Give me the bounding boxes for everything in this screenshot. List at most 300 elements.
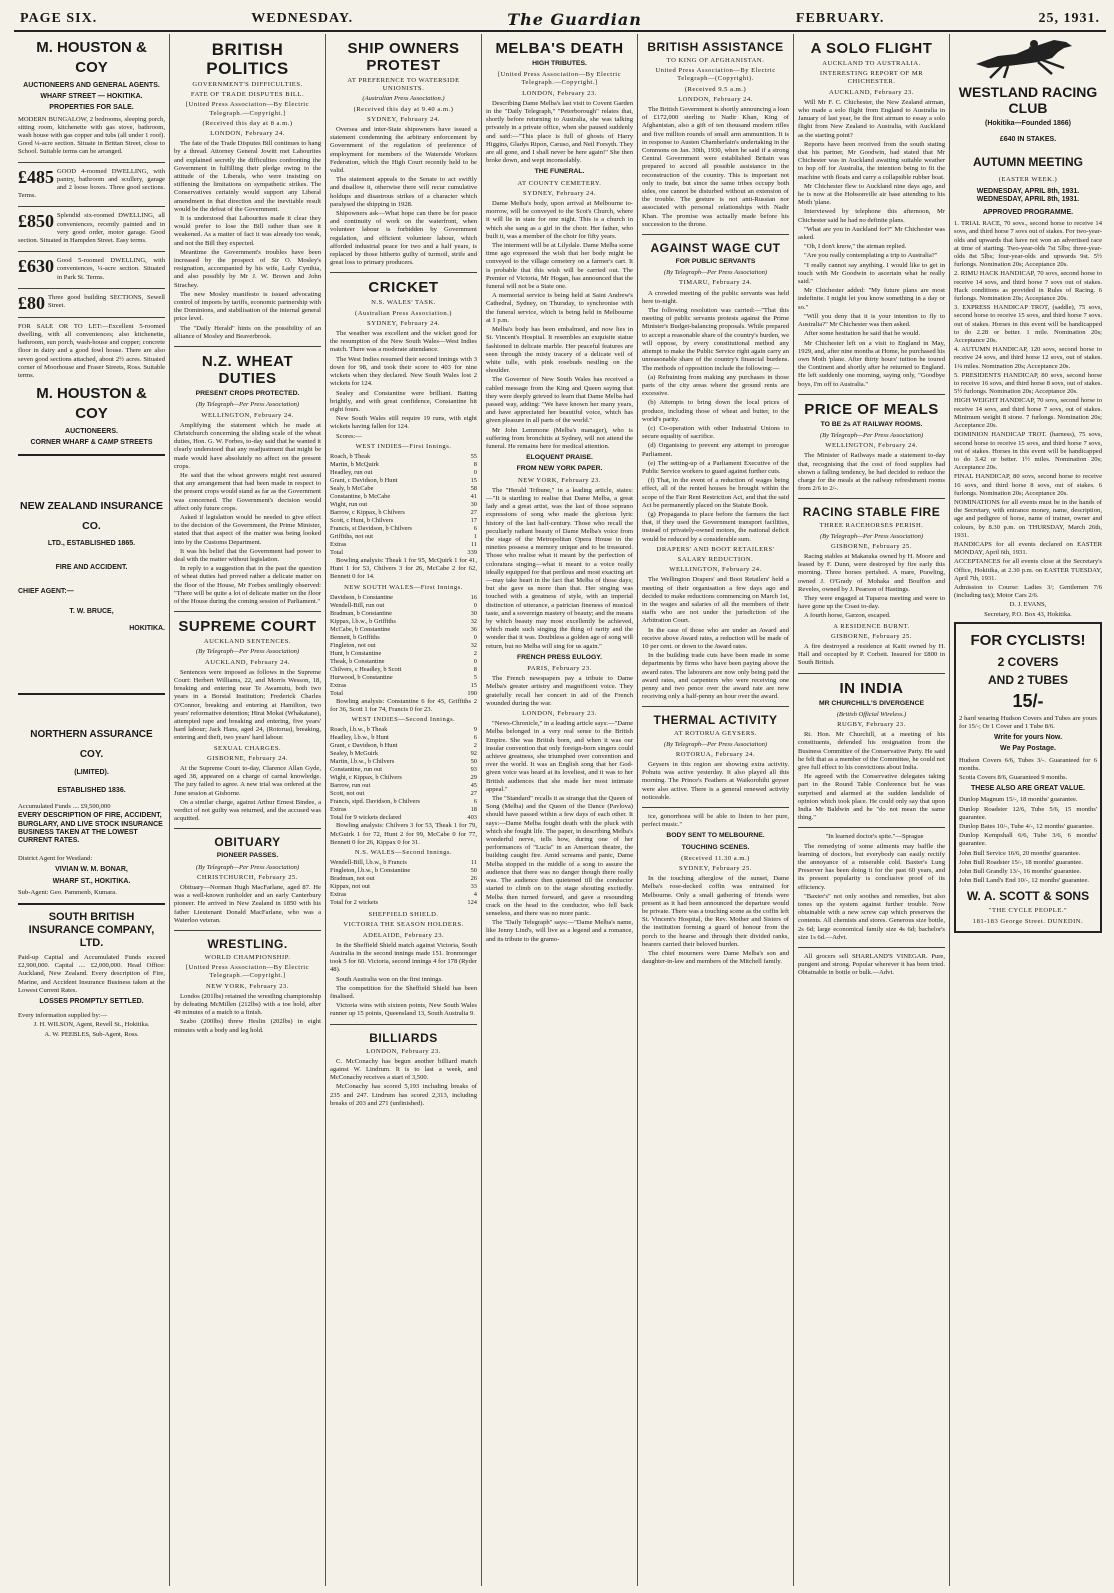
subhead: AUCKLAND TO AUSTRALIA. [822, 60, 921, 67]
tyre-item: John Bull Grandly 13/-, 16 months' guarantee. [959, 868, 1082, 876]
column-3 [326, 34, 482, 1586]
runs: 0 [473, 657, 477, 665]
dateline: WELLINGTON, February 24. [825, 442, 918, 450]
divider [798, 673, 945, 674]
ad-wharf-st: WHARF ST., HOKITIKA. [52, 877, 131, 885]
paragraph: Reports have been received from the south stating that his partner, Mr Goodwin, had stated that Mr Chichester was in Auckland awaiting suitable weather to hop off for Australia, the intention being to fit the machine with floats and carry a collapsible rubber boat. [798, 140, 945, 181]
batsman: Bradman, not out [330, 875, 375, 883]
credit-line: (By Telegraph—Per Press Association) [195, 401, 300, 409]
paragraph: South Australia won on the first innings. [336, 975, 443, 983]
batsman: Extras [330, 681, 347, 689]
runs: 50 [470, 867, 477, 875]
score-row [330, 798, 477, 806]
score-row [330, 726, 477, 734]
batsman: Constantine, run out [330, 766, 383, 774]
subhead: TO BE 2s AT RAILWAY ROOMS. [820, 420, 923, 428]
divider [18, 903, 165, 905]
paragraph: The French newspapers pay a tribute to Dame Melba's greater artistry and magnificent voice. They gratefully recall her concert in aid of the French wounded during the war. [486, 675, 633, 707]
runs: 30 [470, 609, 477, 617]
ad-scott-address: 181-183 George Street. DUNEDIN. [972, 917, 1084, 925]
batsman: Chilvers, c Headley, b Scott [330, 665, 402, 673]
heading-thermal-activity: THERMAL ACTIVITY [653, 713, 778, 728]
runs: 33 [470, 883, 477, 891]
paragraph: Mr Chichester left on a visit to England in May, 1929, and, after nine months at Home, he purchased his own Moth 'plane. After thirty hours' tuition he toured the Continent and shortly after he returned to England. He left suddenly one morning, saying only, "Goodbye boys, I'm off to Australia." [798, 339, 945, 388]
paragraph: The fate of the Trade Disputes Bill continues to hang by a thread. Attorney General Jowitt met Labourites and explained secretly the difficulties confronting the Government in fulfilling their pledge owing to the attitude of the Liberals, who were insisting on stiffening the limitations on sympathetic strikes. The Conservatives certainly would support any Liberal amendment in that direction and the inevitable result would be the defeat of the Government. [174, 140, 321, 213]
runs: 8 [473, 460, 477, 468]
score-row [330, 509, 477, 517]
ad-secretary-name: D. J. EVANS, [1009, 601, 1047, 609]
subhead: WORLD CHAMPIONSHIP. [204, 954, 291, 962]
column-7 [950, 34, 1106, 1586]
ad-cyclists-box [954, 622, 1102, 933]
racehorse-illustration [968, 34, 1088, 80]
batsman: Roach, b Theak [330, 452, 371, 460]
heading-melbas-death: MELBA'S DEATH [495, 40, 624, 57]
paragraph: The Minister of Railways made a statement to-day that, recognising that the cost of food supplies had shown a falling tendency, he had decided to reduce the charge for the meals at the railway refreshment rooms from 2/6 to 2/-. [798, 452, 945, 493]
paragraph: Mr Chichester added: "My future plans are most indefinite. I might let you know something in a day or so." [798, 287, 945, 311]
total-value: 124 [467, 899, 477, 907]
dateline: LONDON, February 23. [366, 1047, 441, 1055]
heading-racing-stable-fire: RACING STABLE FIRE [802, 505, 941, 520]
total-label: Total [330, 548, 344, 556]
paragraph: They were engaged at Tuparoa meeting and were to have gone up the Coast to-day. [798, 594, 945, 611]
paragraph: Shipowners ask—What hope can there be for peace and continuity of work on the waterfront, when volunteer labour is forbidden by Government regulation, and efficient volunteer labour, which afforded industrial peace for two and a half years, is replaced by those hitherto guilty of turmoil, strife and great loss to primary producers. [330, 210, 477, 267]
total-value: 190 [467, 689, 477, 697]
paragraph: A crowded meeting of the public servants was held here to-night. [642, 289, 789, 305]
runs: 0 [473, 633, 477, 641]
ad-bonar: VIVIAN W. M. BONAR, [55, 866, 128, 874]
paragraph: Rt. Hon. Mr Churchill, at a meeting of his constituents, defended his resignation from the Business Committee of the Conservative Party. He said he felt that as a member of the Committee, he could not give full effect to his convictions about India. [798, 731, 945, 772]
paragraph: Bowling analysis: Chilvers 3 for 53, Theak 1 for 79, McGuirk 1 for 72, Hunt 2 for 99, McCabe 0 for 77, Bennett 0 for 26, Kippax 0 for 31. [330, 822, 477, 846]
paragraph: The new Mosley manifesto is issued advocating control of imports by tariffs, economic partnership with the Dominions, and stabilisation of the internal general price level. [174, 290, 321, 323]
scorecard [330, 594, 477, 690]
subhead: BODY SENT TO MELBOURNE. [666, 832, 765, 840]
ad-dates: WEDNESDAY, APRIL 8th, 1931. WEDNESDAY, APRIL 8th, 1931. [976, 187, 1080, 203]
heading-against-wage-cut: AGAINST WAGE CUT [650, 241, 781, 256]
total-value: 339 [467, 548, 477, 556]
paragraph: "What are you in Auckland for?" Mr Chichester was asked. [798, 225, 945, 242]
paragraph: "Are you really contemplating a trip to Australia?" [804, 252, 938, 260]
ad-northern: NORTHERN ASSURANCE COY. [30, 728, 153, 760]
runs: 50 [470, 758, 477, 766]
subhead: ELOQUENT PRAISE. [526, 454, 593, 462]
paragraph: "I really cannot say anything. I would like to get in touch with Mr Goodwin to ascertain what he really said." [798, 261, 945, 286]
paragraph: Dame Melba's body, upon arrival at Melbourne to-morrow, will be conveyed to the Scot's Church, where it will lie in state for one night. This is a church in which she sang as a girl in the choir. Her father, who built it, was a member of the choir for fifty years. [486, 200, 633, 240]
paragraph: (d) Organising to prevent any attempt to prorogue Parliament. [642, 442, 789, 458]
credit-line: (Australian Press Association.) [355, 309, 452, 317]
batsman: Scott, c Hunt, b Chilvers [330, 516, 394, 524]
score-row [330, 477, 477, 485]
subhead: TOUCHING SCENES. [681, 843, 750, 851]
score-row [330, 734, 477, 742]
paragraph: A fire destroyed a residence at Kaiti owned by H. Hall and occupied by P. Corbett. Insured for £800 in South British. [798, 642, 945, 667]
subhead: SHEFFIELD SHIELD. [368, 911, 439, 919]
notice: ACCEPTANCES for all events close at the Secretary's Office, Hokitika, at 2.30 p.m. on EASTER TUESDAY, April 7th, 1931. [954, 558, 1102, 582]
batsman: Wendell-Bill, run out [330, 601, 385, 609]
scorecard-total [330, 814, 477, 822]
ad-losses: LOSSES PROMPTLY SETTLED. [39, 997, 144, 1005]
score-row [330, 493, 477, 501]
runs: 9 [473, 726, 477, 734]
dateline: AUCKLAND, February 23. [829, 88, 914, 96]
divider [174, 611, 321, 612]
paragraph: The following resolution was carried:—"That this meeting of public servants protests against the Prime Minister's Budget-balancing proposals. While prepared to accept a reasonable share of the country's burden, we will oppose, by every constitutional method any attempt to make the Public Service right again carry an unreasonable share of the country's financial burdens. The methods of opposition include the following:— [642, 307, 789, 372]
score-row [330, 782, 477, 790]
ad-scott-sons: W. A. SCOTT & SONS [966, 889, 1090, 904]
dateline: GISBORNE, February 25. [831, 632, 912, 640]
paragraph: Asked if legislation would be needed to give effect to the decision of the Government, the Prime Minister, stated that that aspect of the matter was being looked into by the Customs Department. [174, 513, 321, 546]
notice: NOMINATIONS for all events must be in the hands of the Secretary, with entrance money, name, description, age and pedigree of horse, name of trainer, owner and colours, by 8.30 p.m. on THURSDAY, March 26th, 1931. [954, 498, 1102, 539]
paragraph: Szabo (200lbs) threw Heslin (202lbs) in eight minutes with a body and leg hold. [174, 1018, 321, 1034]
paragraph: (b) Attempts to bring down the local prices of produce, including those of wheat and butter, to the world's parity. [642, 399, 789, 423]
runs: 18 [470, 806, 477, 814]
score-row [330, 634, 477, 642]
score-row [330, 461, 477, 469]
ad-hokitika: HOKITIKA. [129, 624, 165, 632]
paragraph: In the case of those who are under an Award and receive above Award rates, a reduction will be made of 10 per cent. or down to the Award rates. [642, 626, 789, 650]
score-row [330, 501, 477, 509]
batsman: Bradman, b Constantine [330, 609, 392, 617]
batsman: Fingleton, not out [330, 641, 376, 649]
ad-cycle-people: "THE CYCLE PEOPLE." [988, 907, 1068, 915]
batsman: Kippax, l.b.w., b Griffiths [330, 617, 396, 625]
ad-peebles: A. W. PEEBLES, Sub-Agent, Ross. [44, 1030, 139, 1038]
paragraph: ice, gonorrhoea will be able to listen to her pure, perfect music." [642, 813, 789, 829]
subhead: AT PREFERENCE TO WATERSIDE UNIONISTS. [347, 77, 460, 93]
subhead: SEXUAL CHARGES. [213, 744, 282, 752]
paragraph: The Wellington Drapers' and Boot Retailers' held a meeting of their organisation a few days ago and decided to make reductions commencing on March 1st, in the wages and salaries of all the members of their staffs who are not under the jurisdiction of the Arbitration Court. [642, 576, 789, 625]
heading-shipowners: SHIP OWNERS PROTEST [347, 40, 460, 74]
score-row [330, 650, 477, 658]
heading-obituary: OBITUARY [214, 835, 281, 850]
runs: 41 [470, 492, 477, 500]
divider [18, 693, 165, 695]
paragraph: The British Government is shortly announcing a loan of £172,000 sterling to Nadir Khan, King of Afghanistan, also a gift of ten thousand modern rifles and five million rounds of small arm ammunition. It is in response to Austen Chamberlain's undertaking in the Commons on Jan. 30th, 1930, when he said if a strong Central Government were established Britain was prepared to accord all possible assistance in the reconstruction of the country. This is important not only to trade, but since the same tribes occupy both sides, one cannot be disturbed without an extension of the trouble. The gesture is not anti-Russian nor associated with personal relationships with Nadir Khan. The promise was actually made before his succession to the throne. [642, 106, 789, 228]
divider [18, 288, 165, 289]
score-row [330, 666, 477, 674]
ad-for-sale: FOR SALE OR TO LET:—Excellent 5-roomed dwelling, with all conveniences; also kitchenette, bathroom, sun porch, wash-house and copper; concrete floor in dairy and a good fowl house. There are also seven good sections attached, about 2½ acres. Situated corner of Moorhouse and Fraser Streets, Ross. Suitable terms. [18, 322, 165, 380]
runs: 26 [470, 875, 477, 883]
subhead: HIGH TRIBUTES. [532, 60, 587, 67]
paragraph: Will Mr F. C. Chichester, the New Zealand airman, who made a solo flight from England to Australia in January of last year, be the first airman to essay a solo flight from New Zealand to Australia, with Auckland as the starting point? [798, 98, 945, 139]
ad-funds: Accumulated Funds .... £9,500,000 [18, 803, 111, 811]
batsman: Extras [330, 806, 347, 814]
scorecard-total [330, 690, 477, 698]
runs: 17 [470, 516, 477, 524]
paragraph: The competition for the Sheffield Shield has been finalised. [330, 984, 477, 1000]
runs: 1 [473, 532, 477, 540]
batsman: Francis, st Davidson, b Chilvers [330, 524, 413, 532]
paragraph: C. McConachy has begun another billiard match against W. Lindrum. It is to last a week, and McConachy receives a start of 3,500. [330, 1057, 477, 1082]
ad-paid-up: Paid-up Capital and Accumulated Funds exceed £2,900,000. Capital .... £2,000,000. Head Office: Auckland, New Zealand. Every description of Fire, Marine, and Accident Insurance Business taken at the Lowest Current Rates. [18, 953, 165, 994]
ad-nz-insurance: NEW ZEALAND INSURANCE CO. [20, 499, 163, 532]
price-485: £485 [18, 166, 54, 187]
ad-nz-insurance-sub: LTD., ESTABLISHED 1865. [47, 539, 136, 547]
heading-british-assistance: BRITISH ASSISTANCE [647, 40, 784, 54]
divider [18, 206, 165, 207]
batsman: Wight, c Kippax, b Chilvers [330, 774, 402, 782]
runs: 58 [470, 484, 477, 492]
runs: 8 [473, 665, 477, 673]
heading-supreme-court: SUPREME COURT [178, 618, 317, 636]
score-row [330, 742, 477, 750]
tyre-item: John Bull Service 16/6, 20 months' guarantee. [959, 849, 1081, 857]
race-entry: DOMINION HANDICAP TROT. (harness), 75 sovs, second horse to receive 15 sovs, and third horse 7 sovs, out of stakes. Horses in this event will be handicapped to do 3.42 or better. 1½ miles. Nomination 20s; Acceptance 20s. [954, 431, 1102, 472]
advert-paragraph: 2 hard wearing Hudson Covers and Tubes are yours for 15/-; Or 1 Cover and 1 Tube 8/6. [959, 714, 1097, 730]
score-row [330, 610, 477, 618]
batsman: Bennett, b Griffiths [330, 633, 380, 641]
tyre-item: John Bull Land's End 10/-, 12 months' guarantee. [959, 877, 1090, 885]
score-row [330, 525, 477, 533]
ad-houston-name: M. HOUSTON & COY [36, 39, 147, 76]
masthead [14, 8, 1106, 32]
batsman: Roach, l.b.w., b Theak [330, 726, 388, 734]
batsman: Grant, c Davidson, b Hunt [330, 742, 398, 750]
total-label: Total for 2 wickets [330, 899, 379, 907]
runs: 45 [470, 782, 477, 790]
paragraph: (c) Co-operation with other Industrial Unions to secure equality of sacrifice. [642, 424, 789, 441]
batsman: Martin, b McQuirk [330, 460, 379, 468]
dateline: SYDNEY, February 24. [367, 115, 440, 123]
batsman: Wendell-Bill, l.b.w., b Francis [330, 859, 407, 867]
ad-fire-accident: FIRE AND ACCIDENT. [55, 563, 128, 571]
paragraph: New South Wales still require 19 runs, with eight wickets having fallen for 124. [330, 415, 477, 431]
race-entry: HIGH WEIGHT HANDICAP, 70 sovs, second horse to receive 14 sovs, and third horse 7 sovs, out of stakes. Minimum weight 8 stone. 7 furlongs. Nomination 20s; Acceptance 20s. [954, 397, 1102, 430]
notice: HANDICAPS for all events declared on EASTER MONDAY, April 6th, 1931. [954, 540, 1102, 557]
paragraph: Mr John Lemmone (Melba's manager), who is suffering from bronchitis at Sydney, will not attend the funeral. He remains here for medical attention. [486, 426, 633, 450]
heading-wheat-duties: N.Z. WHEAT DUTIES [201, 353, 294, 388]
divider [642, 234, 789, 235]
paragraph: (e) The setting-up of a Parliament Executive of the Public Service workers to guard against further cuts. [642, 459, 789, 475]
divider [18, 162, 165, 163]
batsman: Extras [330, 891, 347, 899]
paragraph: The West Indies resumed their second innings with 3 down for 98, and took their score to 403 for nine wickets when they declared. New South Wales lost 2 wickets for 124. [330, 355, 477, 388]
runs: 29 [470, 774, 477, 782]
innings-heading: NEW SOUTH WALES—First Innings. [344, 583, 463, 591]
runs: 93 [470, 766, 477, 774]
batsman: Headley, run out [330, 468, 373, 476]
paragraph: A fourth horse, Garzon, escaped. [804, 612, 891, 620]
credit-line: (By Telegraph—Per Press Association) [663, 269, 768, 277]
paragraph: Mr Chichester flew to Auckland nine days ago, and he is now at the Hobsonville air base attending to his Moth 'plane. [798, 182, 945, 207]
ad-dwelling-6: Splendid six-roomed DWELLING, all conveniences, recently painted and in very good order, motor garage. Good section. Situated in Hampden Street. Easy terms. [18, 212, 165, 245]
paragraph: The interment will be at Lilydale. Dame Melba some time ago expressed the wish that her body might be conveyed to the village cemetery on a farmer's cart. It is probable that this wish will be carried out. The Premier of Victoria, Mr Hogan, has announced that the funeral will not be a State one. [486, 242, 633, 291]
divider [798, 947, 945, 948]
paragraph: Sealey and Constantine were brilliant. Batting brightly, and with great confidence, Constantine hit eight fours. [330, 389, 477, 413]
dateline: LONDON, February 24. [678, 95, 753, 103]
paragraph: Obituary—Norman Hugh MacFarlane, aged 87. He was a well-known runholder and an early Canterbury pioneer. He arrived in New Zealand in 1850 with his father Lieutenant Donald MacFarlane, who was a Waterloo veteran. [174, 884, 321, 924]
credit-line: [United Press Association—By Electric Telegraph.—Copyright.] [185, 964, 310, 980]
score-row [330, 541, 477, 549]
paragraph: The chief mourners were Dame Melba's son and daughter-in-law and members of the Mitchell family. [642, 950, 789, 966]
paragraph: (g) Propaganda to place before the farmers the fact that, if they used the Government transport facilities, instead of privately-owned motors, the national deficit would be reduced by a considerable sum. [642, 510, 789, 543]
paragraph: Amplifying the statement which he made at Christchurch concerning the sliding scale of the wheat duties, Hon. G. W. Forbes, to-day said that he wanted it clearly understood that any readjustment that might be made would have absolutely no affect on the present crops. [174, 421, 321, 470]
dateline: LONDON, February 23. [522, 89, 597, 97]
ad-corner: CORNER WHARF & CAMP STREETS [30, 439, 153, 447]
credit-line: (Australian Press Association.) [362, 95, 445, 103]
race-entry: FINAL HANDICAP, 80 sovs, second horse to receive 16 sovs, and third horse 8 sovs, out of stakes. 6 furlongs. Nomination 20s; Acceptance 20s. [954, 473, 1102, 497]
divider [330, 1024, 477, 1025]
divider [18, 454, 165, 456]
innings-heading: WEST INDIES—First Innings. [355, 442, 452, 450]
dateline: LONDON, February 23. [522, 710, 597, 718]
newspaper-page [14, 8, 1106, 1586]
ad-subagent: Sub-Agent: Geo. Pammenb, Kumara. [18, 888, 117, 896]
batsman: Griffiths, not out [330, 532, 374, 540]
paragraph: In the touching afterglow of the sunset, Dame Melba's rose-decked coffin was entrained for Melbourne. Only a small gathering of friends were present as it had been announced the departure would be private. There was a touching scene as the coffin left St. Vincent's Hospital, the Rev. Mother and Sisters of the institution forming a guard of honour from the porch to the hearse and through their divided ranks, bearers carried their beloved burden. [642, 875, 789, 948]
innings-heading: N.S. WALES—Second Innings. [354, 848, 453, 856]
paragraph: (f) That, in the event of a reduction of wages being effect, all of the rented houses be brought within the scope of the Fair Rent Restriction Act, and that the said Act be permanently placed on the Statute Book. [642, 477, 789, 509]
column-4 [482, 34, 638, 1586]
credit-line: (By Telegraph—Per Press Association) [663, 740, 768, 748]
batsman: Wight, run out [330, 500, 368, 508]
ad-south-british: SOUTH BRITISH INSURANCE COMPANY, LTD. [28, 910, 155, 949]
ad-houston-name-2: M. HOUSTON & COY [36, 385, 147, 423]
paragraph: After some hesitation he said that he would. [804, 330, 921, 338]
score-row [330, 806, 477, 814]
paragraph: Meantime the Government's troubles have been increased by the prospect of Sir O. Mosley's resignation, accompanied by his wife, Lady Cynthia, and also possibly by Mr J. W. Brown and John Strachey. [174, 248, 321, 289]
runs: 0 [473, 468, 477, 476]
batsman: Francis, stpd. Davidson, b Chilvers [330, 798, 420, 806]
divider [18, 317, 165, 318]
runs: 27 [470, 508, 477, 516]
score-row [330, 517, 477, 525]
paragraph: It was his belief that the Government had power to deal with the matter without legislation. [174, 547, 321, 563]
ad-limited: (LIMITED). [74, 768, 109, 776]
divider [174, 930, 321, 931]
subhead: FROM NEW YORK PAPER. [516, 465, 603, 473]
paragraph: The Governor of New South Wales has received a cabled message from the King and Queen saying that they were deeply grieved to learn that Dame Melba had passed way, adding: "We have known her many years, and have appreciated her beautiful voice, which has given pleasure in all parts of the world." [486, 376, 633, 425]
divider [798, 827, 945, 828]
heading-british-politics: BRITISH POLITICS [206, 40, 289, 78]
dateline: AUCKLAND, February 24. [205, 658, 290, 666]
score-row [330, 790, 477, 798]
ad-houston-address: WHARF STREET — HOKITIKA. [40, 93, 143, 101]
tyre-item: Dunlop Bates 10/-, Tube 4/-, 12 months' guarantee. [959, 823, 1094, 830]
score-row [330, 758, 477, 766]
scorecard [330, 726, 477, 814]
credit-line: (By Telegraph—Per Press Association) [819, 532, 924, 540]
paragraph: The weather was excellent and the wicket good for the resumption of the New South Wales—West Indies match. There was a moderate attendance. [330, 330, 477, 354]
ad-secretary-address: Secretary, P.O. Box 43, Hokitika. [984, 610, 1072, 618]
batsman: Barrow, run out [330, 782, 371, 790]
page-number: PAGE SIX. [20, 11, 98, 26]
ad-tubes: AND 2 TUBES [987, 672, 1068, 687]
paragraph: Londos (201lbs) retained the wrestling championship by defeating McMillen (212lbs) with a toe hold, after 49 minutes of a match to a finish. [174, 992, 321, 1017]
credit-line: (By Telegraph—Per Press Association) [819, 431, 924, 439]
subhead: FOR PUBLIC SERVANTS [675, 258, 756, 266]
heading-billiards: BILLIARDS [369, 1030, 438, 1045]
masthead-date: 25, 1931. [1038, 11, 1100, 26]
dateline: WELLINGTON, February 24. [669, 566, 762, 574]
paragraph: The statement appeals to the Senate to act swiftly and disallow it, otherwise there will recur cumulative holdups and disastrous strikes of a character which paralysed the shipping in 1928. [330, 176, 477, 208]
subhead: THREE RACEHORSES PERISH. [819, 522, 924, 530]
runs: 55 [470, 452, 477, 460]
race-entry: 1. TRIAL RACE, 70 sovs., second horse to receive 14 sovs, and third horse 7 sovs out of stakes. For two-year-olds and upwards that have not won an advertised race at time of starting. Two-year-olds 7st 5lbs; three-year-olds 8st 5lbs; four-year-olds and upwards 9st. 5½ furlongs. Nomination 20s; Acceptance 20s. [954, 220, 1102, 269]
batsman: Hurwood, b Constantine [330, 673, 393, 681]
subhead: GOVERNMENT'S DIFFICULTIES. [192, 81, 303, 88]
ad-district-agent: District Agent for Westland: [18, 855, 93, 863]
paragraph: It is understood that Labourites made it clear they would prefer to lose the Bill rather than see it weakened. As a matter of fact it was already too weak, and not the Bill they expected. [174, 215, 321, 247]
race-entry: 5. PRESIDENTS HANDICAP, 80 sovs, second horse to receive 16 sovs, and third horse 8 sovs, out of stakes. 5½ furlongs. Nomination 20s; Acceptance 20s. [954, 371, 1102, 396]
ad-for-cyclists: FOR CYCLISTS! [970, 631, 1086, 649]
subhead: FATE OF TRADE DISPUTES BILL. [190, 91, 305, 99]
ad-programme: APPROVED PROGRAMME. [982, 209, 1074, 217]
heading-in-india: IN INDIA [839, 679, 904, 697]
credit-line: [United Press Association—By Electric Telegraph.—Copyright.] [185, 101, 310, 117]
received-line: (Received this day at 9.40 a.m.) [353, 105, 454, 113]
runs: 2 [473, 742, 477, 750]
credit-line: United Press Association—By Electric Telegraph—(Copyright). [655, 67, 776, 83]
ad-founded: (Hokitika—Founded 1866) [985, 120, 1071, 127]
paragraph: The "Standard" recalls it as strange that the Queen of Song (Melba) and the Queen of the Dance (Pavlova) should have passed within a few days of each other. It says:—Dame Melba fought death with the pluck with which she fought life. The paper, in describing Melba's wonderful nerve, tells how, during one of her performances of "Lucia" in an American theatre, the building caught fire. Amid screams and panic, Dame Melba stopped in the middle of a song to assure the audience that there was no danger though there really was. The audience then quietened till the conductor started to climb on to the stage shouting excitedly. Melba then turned forward, and gave a resounding crack on the head to the conductor, who fell back senseless, and there was no more panic. [486, 795, 633, 917]
score-row [330, 618, 477, 626]
paragraph: Victoria wins with sixteen points, New South Wales runner up 15 points, Queensland 13, South Australia 9. [330, 1002, 477, 1018]
advert-paragraph: Scotia Covers 8/6, Guaranteed 9 months. [959, 773, 1068, 781]
dateline: RUGBY, February 23. [837, 721, 906, 728]
advert-paragraph: Hudson Covers 6/6, Tubes 3/-. Guaranteed for 6 months. [959, 756, 1097, 772]
ad-great-value: THESE ALSO ARE GREAT VALUE. [971, 785, 1085, 793]
score-row [330, 642, 477, 650]
heading-solo-flight: A SOLO FLIGHT [810, 40, 933, 57]
batsman: Constantine, b McCabe [330, 492, 391, 500]
price-630: £630 [18, 256, 54, 277]
score-row [330, 883, 477, 891]
score-row [330, 533, 477, 541]
race-entry: 2. RIMU HACK HANDICAP, 70 sovs, second horse to receive 14 sovs, and third horse 7 sovs out of stakes. Hack conditions as provided in Rules of Racing. 6 furlongs. Nomination 20s; Acceptance 20s. [954, 270, 1102, 303]
received-line: (Received 9.5 a.m.) [684, 85, 747, 93]
tyre-item: John Bull Roadster 15/-, 18 months' guarantee. [959, 858, 1083, 866]
paragraph: Bowling analysis: Constantine 6 for 45, Griffiths 2 for 36, Scott 1 for 74, Francis 0 for 23. [330, 697, 477, 713]
score-row [330, 682, 477, 690]
column-1 [14, 34, 170, 1586]
score-row [330, 674, 477, 682]
paragraph: In the building trade cuts have been made in some departments by firms who have been paying above the award rates. The labourers are now only being paid the award rates, and carpenters who were receiving one penny and two pence over the award rate are now receiving only a half-penny an hour over the award. [642, 652, 789, 701]
column-2 [170, 34, 326, 1586]
score-row [330, 602, 477, 610]
ad-autumn-meeting: AUTUMN MEETING [973, 155, 1083, 170]
total-label: Total [330, 689, 344, 697]
paragraph: He said that the wheat growers might rest assured that any arrangement that had been made in respect to the present crops would stand as far as the Government was concerned. The Government's decision would affect only future crops. [174, 471, 321, 512]
paragraph: In reply to a suggestion that in the past the question of wheat duties had proved rather a delicate matter on the floor of the House, Mr Forbes smilingly observed: "There will be quite a lot of delicate matter on the floor of the House during the coming session of Parliament." [174, 565, 321, 605]
runs: 16 [470, 593, 477, 601]
batsman: Davidson, b Constantine [330, 593, 394, 601]
runs: 15 [470, 681, 477, 689]
score-row [330, 594, 477, 602]
runs: 2 [473, 649, 477, 657]
batsman: Sealey, b McGuirk [330, 750, 379, 758]
batsman: Hunt, b Constantine [330, 649, 382, 657]
score-row [330, 891, 477, 899]
runs: 6 [473, 734, 477, 742]
dateline: LONDON, February 24. [210, 130, 285, 138]
subhead: FRENCH PRESS EULOGY. [517, 653, 602, 661]
race-entry: 4. AUTUMN HANDICAP, 120 sovs, second horse to receive 24 sovs, and third horse 12 sovs, out of stakes. 1¼ miles. Nomination 20s; Acceptance 20s. [954, 346, 1102, 370]
score-row [330, 774, 477, 782]
runs: 4 [473, 891, 477, 899]
divider [642, 807, 789, 808]
ad-chief-agent: CHIEF AGENT:— [18, 588, 74, 596]
paragraph: "News-Chronicle," in a leading article says:—"Dame Melba belonged in a very real sense to the British Empire. She was British born, and when it was our insular convention that only foreign-born singers could achieve greatness, she triumphed over convention and over the world. It was an English song that her God-given voice was heard at its loveliest, and it was to her British audiences that she made her most intimate appeal." [486, 720, 633, 793]
score-row [330, 867, 477, 875]
total-value: 403 [467, 814, 477, 822]
ad-houston-sub: AUCTIONEERS AND GENERAL AGENTS. [23, 82, 160, 89]
dateline: TIMARU, February 24. [679, 279, 752, 287]
paragraph: At the Supreme Court to-day, Clarence Allan Gyde, aged 38, appeared on a charge of carnal knowledge. The jury failed to agree. A new trial was ordered at the June session at Gisborne. [174, 765, 321, 797]
tyre-item: Dunlop Magnum 15/-, 18 months' guarantee. [959, 796, 1078, 804]
divider [642, 706, 789, 707]
subhead: TO KING OF AFGHANISTAN. [666, 57, 765, 64]
